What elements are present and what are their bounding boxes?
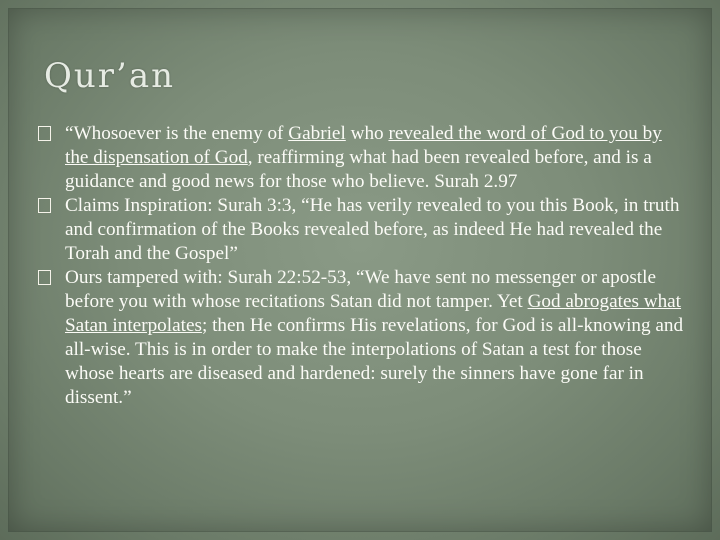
bullet-text: Claims Inspiration: Surah 3:3, “He has verily revealed to you this Book, in truth and confirmation of the Books revealed before, as indeed He had revealed the Torah and the Gospel” xyxy=(65,195,680,264)
slide-title: Qur’an xyxy=(44,56,175,96)
bullet-box-icon xyxy=(38,126,51,141)
bullet-text: , reaffirming what had been revealed before, and is a guidance and good news for those who believe. Surah 2.97 xyxy=(65,147,652,192)
bullet-text: who xyxy=(345,123,389,144)
bullet-text: Ours tampered with: Surah 22:52-53, “We have sent no messenger or apostle before you with whose recitations Satan did not tamper. Yet xyxy=(65,267,656,312)
bullet-text: “Whosoever is the enemy of xyxy=(65,123,289,144)
underlined-gabriel: Gabriel xyxy=(288,123,346,144)
bullet-item-tampered xyxy=(38,266,688,410)
bullet-item-inspiration xyxy=(38,194,688,266)
bullet-box-icon xyxy=(38,270,51,285)
bullet-box-icon xyxy=(38,198,51,213)
underlined-abrogates: God abrogates what Satan interpolates xyxy=(65,291,682,336)
underlined-revealed-word: revealed the word of God to you by the dispensation of God xyxy=(65,123,662,168)
bullet-item-gabriel xyxy=(38,122,688,194)
bullet-text: ; then He confirms His revelations, for God is all-knowing and all-wise. This is in order to make the interpolations of Satan a test for those whose hearts are diseased and hardened: surely the sinners have gone far in dissent.” xyxy=(65,315,684,408)
bullet-list xyxy=(38,122,688,410)
